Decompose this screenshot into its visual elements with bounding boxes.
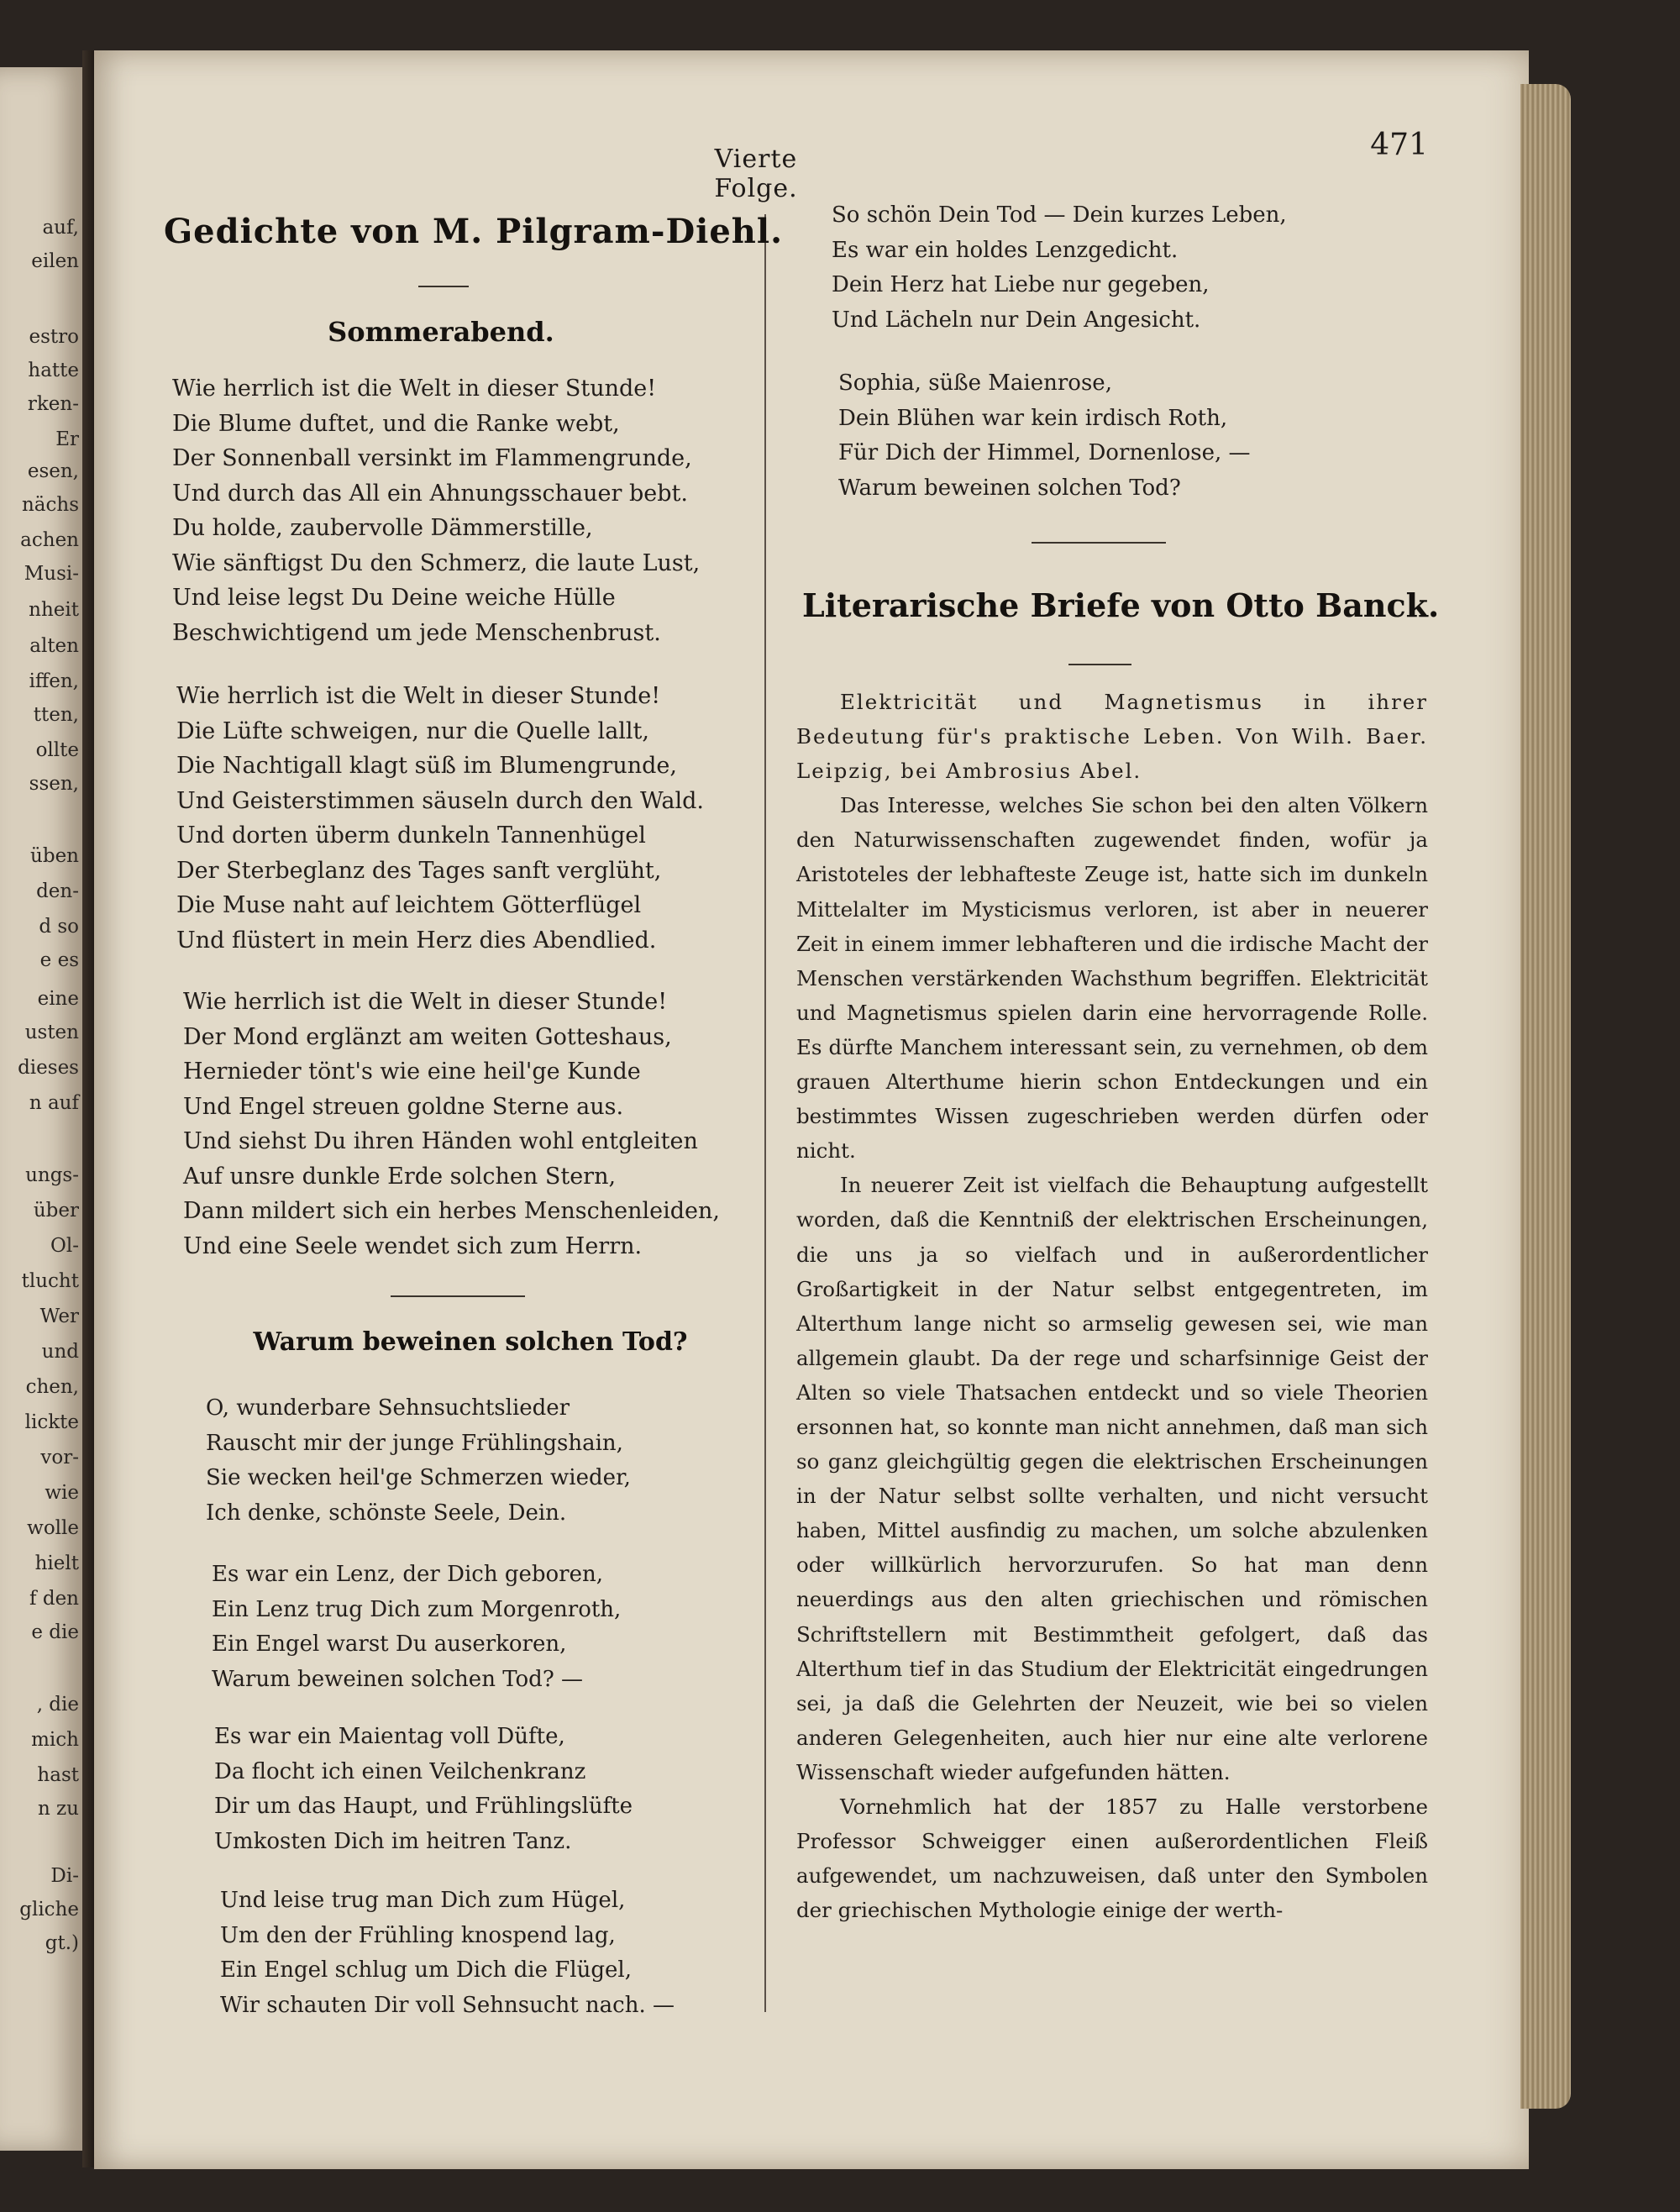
facing-page-fragment: ollte: [35, 739, 79, 761]
facing-page-fragment: e die: [31, 1621, 79, 1643]
facing-page-fragment: wolle: [27, 1517, 79, 1539]
facing-page-fragment: f den: [29, 1588, 79, 1610]
section-title: Gedichte von M. Pilgram-Diehl.: [164, 212, 784, 251]
verse-line: Ein Lenz trug Dich zum Morgenroth,: [212, 1596, 622, 1622]
facing-page-fragment: , die: [36, 1694, 79, 1715]
facing-page-fragment: ssen,: [29, 773, 79, 795]
verse-line: Und siehst Du ihren Händen wohl entgleiten: [183, 1128, 698, 1154]
facing-page-fragment: mich: [31, 1729, 79, 1751]
poem2-stanza-2: [212, 1558, 621, 1697]
facing-page-fragment: gt.): [45, 1932, 79, 1954]
verse-line: Der Mond erglänzt am weiten Gotteshaus,: [183, 1023, 672, 1050]
facing-page-fragment: lickte: [24, 1411, 79, 1433]
verse-line: Die Lüfte schweigen, nur die Quelle lallt,: [176, 717, 649, 744]
verse-line: O, wunderbare Sehnsuchtslieder: [206, 1395, 570, 1421]
verse-line: Und leise legst Du Deine weiche Hülle: [172, 585, 616, 611]
page-number: 471: [1370, 128, 1428, 162]
verse-line: Wir schauten Dir voll Sehnsucht nach. —: [220, 1992, 675, 2018]
facing-page-fragment: n zu: [37, 1798, 79, 1820]
article-paragraph: Das Interesse, welches Sie schon bei den alten Völkern den Naturwissenschaften zugewendet finden, wofür ja Aristoteles der lebhafteste Zeuge ist, hatte sich im dunkeln Mittelalter im Mysticismus verloren, ist aber in neuerer Zeit in einem immer lebhafteren und die irdische Macht der Menschen verstärkenden Wachsthum begriffen. Elektricität und Magnetismus spielen darin eine hervorragende Rolle. Es dürfte Manchem interessant sein, zu vernehmen, ob dem grauen Alterthume hierin schon Entdeckungen und ein bestimmtes Wissen zugeschrieben werden dürfen oder nicht.: [796, 793, 1428, 1164]
facing-page-fragment: über: [33, 1200, 79, 1222]
facing-page-fragment: rken-: [27, 393, 79, 415]
verse-line: Sie wecken heil'ge Schmerzen wieder,: [206, 1465, 631, 1490]
verse-line: Wie sänftigst Du den Schmerz, die laute Lust,: [172, 549, 701, 576]
poem2-stanza-6: [838, 366, 1251, 506]
verse-line: Die Nachtigall klagt süß im Blumengrunde,: [176, 753, 677, 779]
facing-page-fragment: hielt: [34, 1553, 79, 1574]
verse-line: Und Engel streuen goldne Sterne aus.: [183, 1093, 624, 1120]
verse-line: Beschwichtigend um jede Menschenbrust.: [172, 619, 661, 646]
bibliographic-entry: Elektricität und Magnetismus in ihrer Bedeutung für's praktische Leben. Von Wilh. Baer. Leipzig, bei Ambrosius Abel.: [796, 690, 1428, 784]
facing-page-fragment: alten: [29, 635, 79, 657]
poem1-stanza-2: [176, 679, 704, 958]
running-head: Vierte Folge.: [714, 144, 798, 203]
verse-line: Sophia, süße Maienrose,: [838, 370, 1112, 396]
title-divider: [418, 286, 469, 287]
verse-line: Und dorten überm dunkeln Tannenhügel: [176, 822, 646, 849]
facing-page-fragment: chen,: [25, 1376, 79, 1398]
verse-line: Dein Herz hat Liebe nur gegeben,: [832, 272, 1210, 297]
article-title: Literarische Briefe von Otto Banck.: [802, 586, 1440, 624]
verse-line: Und leise trug man Dich zum Hügel,: [220, 1888, 626, 1913]
verse-line: Da flocht ich einen Veilchenkranz: [214, 1758, 586, 1784]
facing-page-fragment: nheit: [29, 599, 79, 621]
facing-page-fragment: achen: [20, 529, 79, 551]
facing-page-fragment: Musi-: [24, 563, 79, 585]
verse-line: Umkosten Dich im heitren Tanz.: [214, 1828, 572, 1854]
verse-line: Ich denke, schönste Seele, Dein.: [206, 1500, 567, 1526]
verse-line: Für Dich der Himmel, Dornenlose, —: [838, 440, 1251, 465]
verse-line: Es war ein Maientag voll Düfte,: [214, 1724, 565, 1749]
verse-line: Es war ein holdes Lenzgedicht.: [832, 237, 1179, 263]
facing-page-fragment: e es: [39, 949, 79, 971]
facing-page-fragment: eilen: [31, 250, 79, 272]
facing-page-fragment: üben: [30, 845, 79, 867]
facing-page-fragment: n auf: [29, 1092, 79, 1114]
facing-page-fragment: Ol-: [50, 1235, 79, 1257]
facing-page-fragment: usten: [24, 1022, 79, 1043]
verse-line: Wie herrlich ist die Welt in dieser Stunde!: [172, 376, 657, 402]
facing-page-fragment: den-: [36, 880, 79, 902]
section-divider: [1032, 542, 1166, 544]
facing-page-fragment: vor-: [40, 1447, 79, 1469]
article-body: [796, 685, 1428, 1927]
verse-line: Auf unsre dunkle Erde solchen Stern,: [183, 1163, 617, 1190]
facing-page-fragment: esen,: [27, 460, 79, 482]
verse-line: Wie herrlich ist die Welt in dieser Stunde!: [176, 683, 661, 709]
poem1-stanza-3: [183, 985, 720, 1264]
facing-page-fragment: tten,: [33, 704, 79, 726]
facing-page-fragment: auf,: [42, 217, 79, 239]
article-paragraph: Vornehmlich hat der 1857 zu Halle verstorbene Professor Schweigger einen außerordentlichen Fleiß aufgewendet, um nachzuweisen, daß unter den Symbolen der griechischen Mythologie einige der werth-: [796, 1794, 1428, 1923]
verse-line: Und flüstert in mein Herz dies Abendlied.: [176, 927, 657, 954]
facing-page-fragment: Di-: [50, 1865, 79, 1887]
facing-page-fragment: gliche: [19, 1899, 79, 1920]
facing-page-fragment: nächs: [21, 494, 79, 516]
facing-page-fragment: und: [41, 1341, 79, 1363]
poem2-title: Warum beweinen solchen Tod?: [253, 1327, 688, 1357]
page-edges: [1520, 84, 1571, 2109]
facing-page-fragment: tlucht: [21, 1270, 79, 1292]
verse-line: So schön Dein Tod — Dein kurzes Leben,: [832, 202, 1287, 228]
verse-line: Und durch das All ein Ahnungsschauer bebt.: [172, 480, 688, 507]
facing-page-fragment: Er: [55, 428, 79, 450]
verse-line: Warum beweinen solchen Tod? —: [212, 1666, 584, 1692]
facing-page-fragment: estro: [29, 326, 79, 348]
facing-page-fragment: ungs-: [25, 1164, 79, 1186]
article-paragraph: In neuerer Zeit ist vielfach die Behauptung aufgestellt worden, daß die Kenntniß der elektrischen Erscheinungen, die uns ja so vielfach und in außerordentlicher Großartigkeit in der Natur selbst entgegentreten, im Alterthum lange nicht so armselig gewesen sei, wie man allgemein glaubt. Da der rege und scharfsinnige Geist der Alten so viele Thatsachen entdeckt und so viele Theorien ersonnen hat, so konnte man nicht annehmen, daß man sich so ganz gleichgültig gegen die elektrischen Erscheinungen in der Natur selbst sollte verhalten, und nicht versucht haben, Mittel ausfindig zu machen, um solche abzulenken oder willkürlich hervorzurufen. So hat man denn neuerdings aus den alten griechischen und römischen Schriftstellern mit Bestimmtheit gefolgert, daß das Alterthum tief in das Studium der Elektricität eingedrungen sei, ja daß die Gelehrten der Neuzeit, wie bei so vielen anderen Gelegenheiten, auch hier nur eine alte verlorene Wissenschaft wieder aufgefunden hätten.: [796, 1173, 1428, 1784]
verse-line: Hernieder tönt's wie eine heil'ge Kunde: [183, 1059, 641, 1085]
poem2-stanza-5: [832, 198, 1287, 338]
poem-divider: [391, 1295, 525, 1297]
verse-line: Und Geisterstimmen säuseln durch den Wald.: [176, 787, 704, 814]
verse-line: Warum beweinen solchen Tod?: [838, 475, 1181, 501]
facing-page-edge: [0, 67, 82, 2151]
facing-page-fragment: hatte: [28, 360, 79, 381]
verse-line: Die Muse naht auf leichtem Götterflügel: [176, 892, 642, 918]
verse-line: Um den der Frühling knospend lag,: [220, 1922, 616, 1948]
verse-line: Wie herrlich ist die Welt in dieser Stunde!: [183, 989, 668, 1015]
verse-line: Es war ein Lenz, der Dich geboren,: [212, 1562, 603, 1587]
poem1-title: Sommerabend.: [328, 316, 554, 348]
poem2-stanza-1: [206, 1391, 631, 1531]
verse-line: Der Sonnenball versinkt im Flammengrunde,: [172, 445, 692, 471]
facing-page-fragment: Wer: [39, 1306, 79, 1327]
column-rule: [764, 214, 766, 2012]
verse-line: Du holde, zaubervolle Dämmerstille,: [172, 515, 593, 541]
verse-line: Und eine Seele wendet sich zum Herrn.: [183, 1232, 643, 1259]
verse-line: Dir um das Haupt, und Frühlingslüfte: [214, 1794, 633, 1819]
facing-page-fragment: hast: [37, 1764, 79, 1786]
facing-page-fragment: wie: [45, 1482, 79, 1504]
facing-page-fragment: dieses: [18, 1057, 79, 1079]
facing-page-fragment: d so: [39, 916, 79, 938]
verse-line: Der Sterbeglanz des Tages sanft verglüht,: [176, 857, 662, 884]
verse-line: Dann mildert sich ein herbes Menschenleiden,: [183, 1198, 720, 1224]
poem2-stanza-4: [220, 1884, 675, 2023]
verse-line: Rauscht mir der junge Frühlingshain,: [206, 1430, 623, 1456]
verse-line: Die Blume duftet, und die Ranke webt,: [172, 410, 620, 437]
verse-line: Dein Blühen war kein irdisch Roth,: [838, 405, 1228, 431]
facing-page-fragment: eine: [37, 988, 79, 1010]
poem1-stanza-1: [172, 371, 700, 650]
verse-line: Ein Engel schlug um Dich die Flügel,: [220, 1957, 632, 1983]
verse-line: Und Lächeln nur Dein Angesicht.: [832, 307, 1201, 333]
verse-line: Ein Engel warst Du auserkoren,: [212, 1631, 567, 1657]
facing-page-fragment: iffen,: [29, 670, 79, 692]
article-divider: [1068, 664, 1131, 665]
poem2-stanza-3: [214, 1720, 633, 1859]
